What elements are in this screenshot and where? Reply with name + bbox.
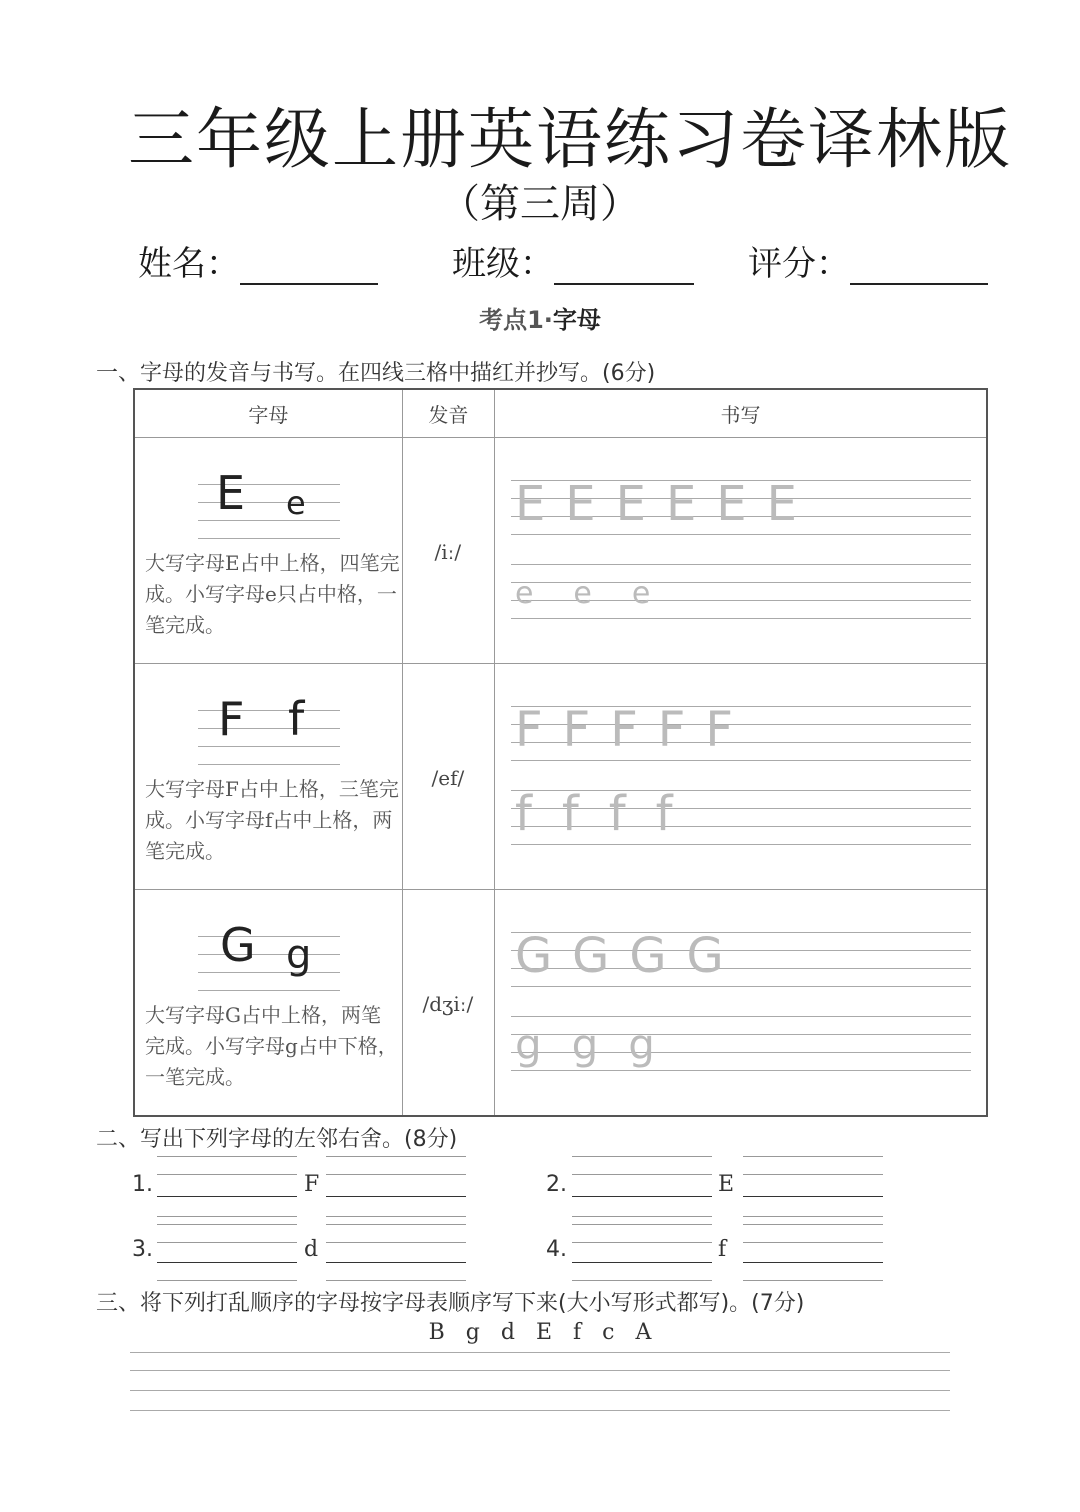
scrambled-letters: B g d E f c A [428,1320,652,1345]
trace-lower: ggg [514,1020,685,1069]
name-blank[interactable] [240,253,378,285]
item-number: 2. [546,1172,567,1197]
class-field [452,236,694,285]
letter-glyph-f [198,692,340,770]
phonetic: /dʒiː/ [422,992,474,1016]
given-letter: d [304,1237,319,1262]
phonetic-cell [402,438,494,664]
upper-letter: E [216,466,246,520]
left-neighbor-blank[interactable] [572,1196,712,1197]
header-phonetic: 发音 [402,389,494,438]
phonetic: /iː/ [434,540,462,564]
item-number: 3. [132,1237,153,1262]
trace-upper: FFFFF [514,702,754,758]
header-writing: 书写 [494,389,987,438]
class-blank[interactable] [554,253,694,285]
writing-cell[interactable] [494,664,987,890]
upper-letter: F [218,692,245,746]
letter-description: 大写字母E占中上格，四笔完成。小写字母e只占中格，一笔完成。 [145,551,400,637]
trace-upper: GGGG [514,928,744,984]
letter-description: 大写字母G占中上格，两笔完成。小写字母g占中下格，一笔完成。 [145,1003,398,1089]
letter-description: 大写字母F占中上格，三笔完成。小写字母f占中上格，两笔完成。 [145,777,399,863]
section2-heading: 二、写出下列字母的左邻右舍。(8分) [96,1127,458,1152]
page-subtitle: （第三周） [440,181,640,227]
letter-cell [134,890,402,1116]
given-letter: F [304,1172,320,1197]
trace-lower: eee [514,576,691,611]
right-neighbor-blank[interactable] [743,1262,883,1263]
lower-letter: e [286,484,306,522]
trace-lower: ffff [514,786,703,842]
page-title: 三年级上册英语练习卷译林版 [128,101,1012,178]
letter-cell [134,438,402,664]
upper-letter: G [220,918,256,972]
letter-glyph-g [198,918,340,996]
section1-heading: 一、字母的发音与书写。在四线三格中描红并抄写。(6分) [96,361,656,386]
right-neighbor-blank[interactable] [326,1262,466,1263]
section3-heading: 三、将下列打乱顺序的字母按字母表顺序写下来(大小写形式都写)。(7分) [96,1291,805,1316]
score-field [748,236,988,285]
right-neighbor-blank[interactable] [326,1196,466,1197]
exam-point-prefix: 考点1· [479,306,553,334]
given-letter: f [718,1237,727,1262]
phonetic-cell [402,890,494,1116]
given-letter: E [718,1172,735,1197]
class-label: 班级： [452,244,554,284]
exam-point-topic: 字母 [552,306,601,334]
lower-letter: f [288,692,305,746]
right-neighbor-blank[interactable] [743,1196,883,1197]
writing-cell[interactable] [494,438,987,664]
letter-table [133,388,988,1117]
item-number: 4. [546,1237,567,1262]
letter-cell [134,664,402,890]
left-neighbor-blank[interactable] [157,1196,297,1197]
left-neighbor-blank[interactable] [572,1262,712,1263]
letter-glyph-e [198,466,340,544]
item-number: 1. [132,1172,153,1197]
score-label: 评分： [748,244,850,284]
trace-upper: EEEEEE [514,476,817,532]
name-label: 姓名： [138,244,240,284]
lower-letter: g [286,932,312,978]
left-neighbor-blank[interactable] [157,1262,297,1263]
writing-cell[interactable] [494,890,987,1116]
phonetic: /ef/ [431,766,465,790]
exam-point [0,300,1080,335]
name-field [138,236,378,285]
header-letter: 字母 [134,389,402,438]
phonetic-cell [402,664,494,890]
score-blank[interactable] [850,253,988,285]
